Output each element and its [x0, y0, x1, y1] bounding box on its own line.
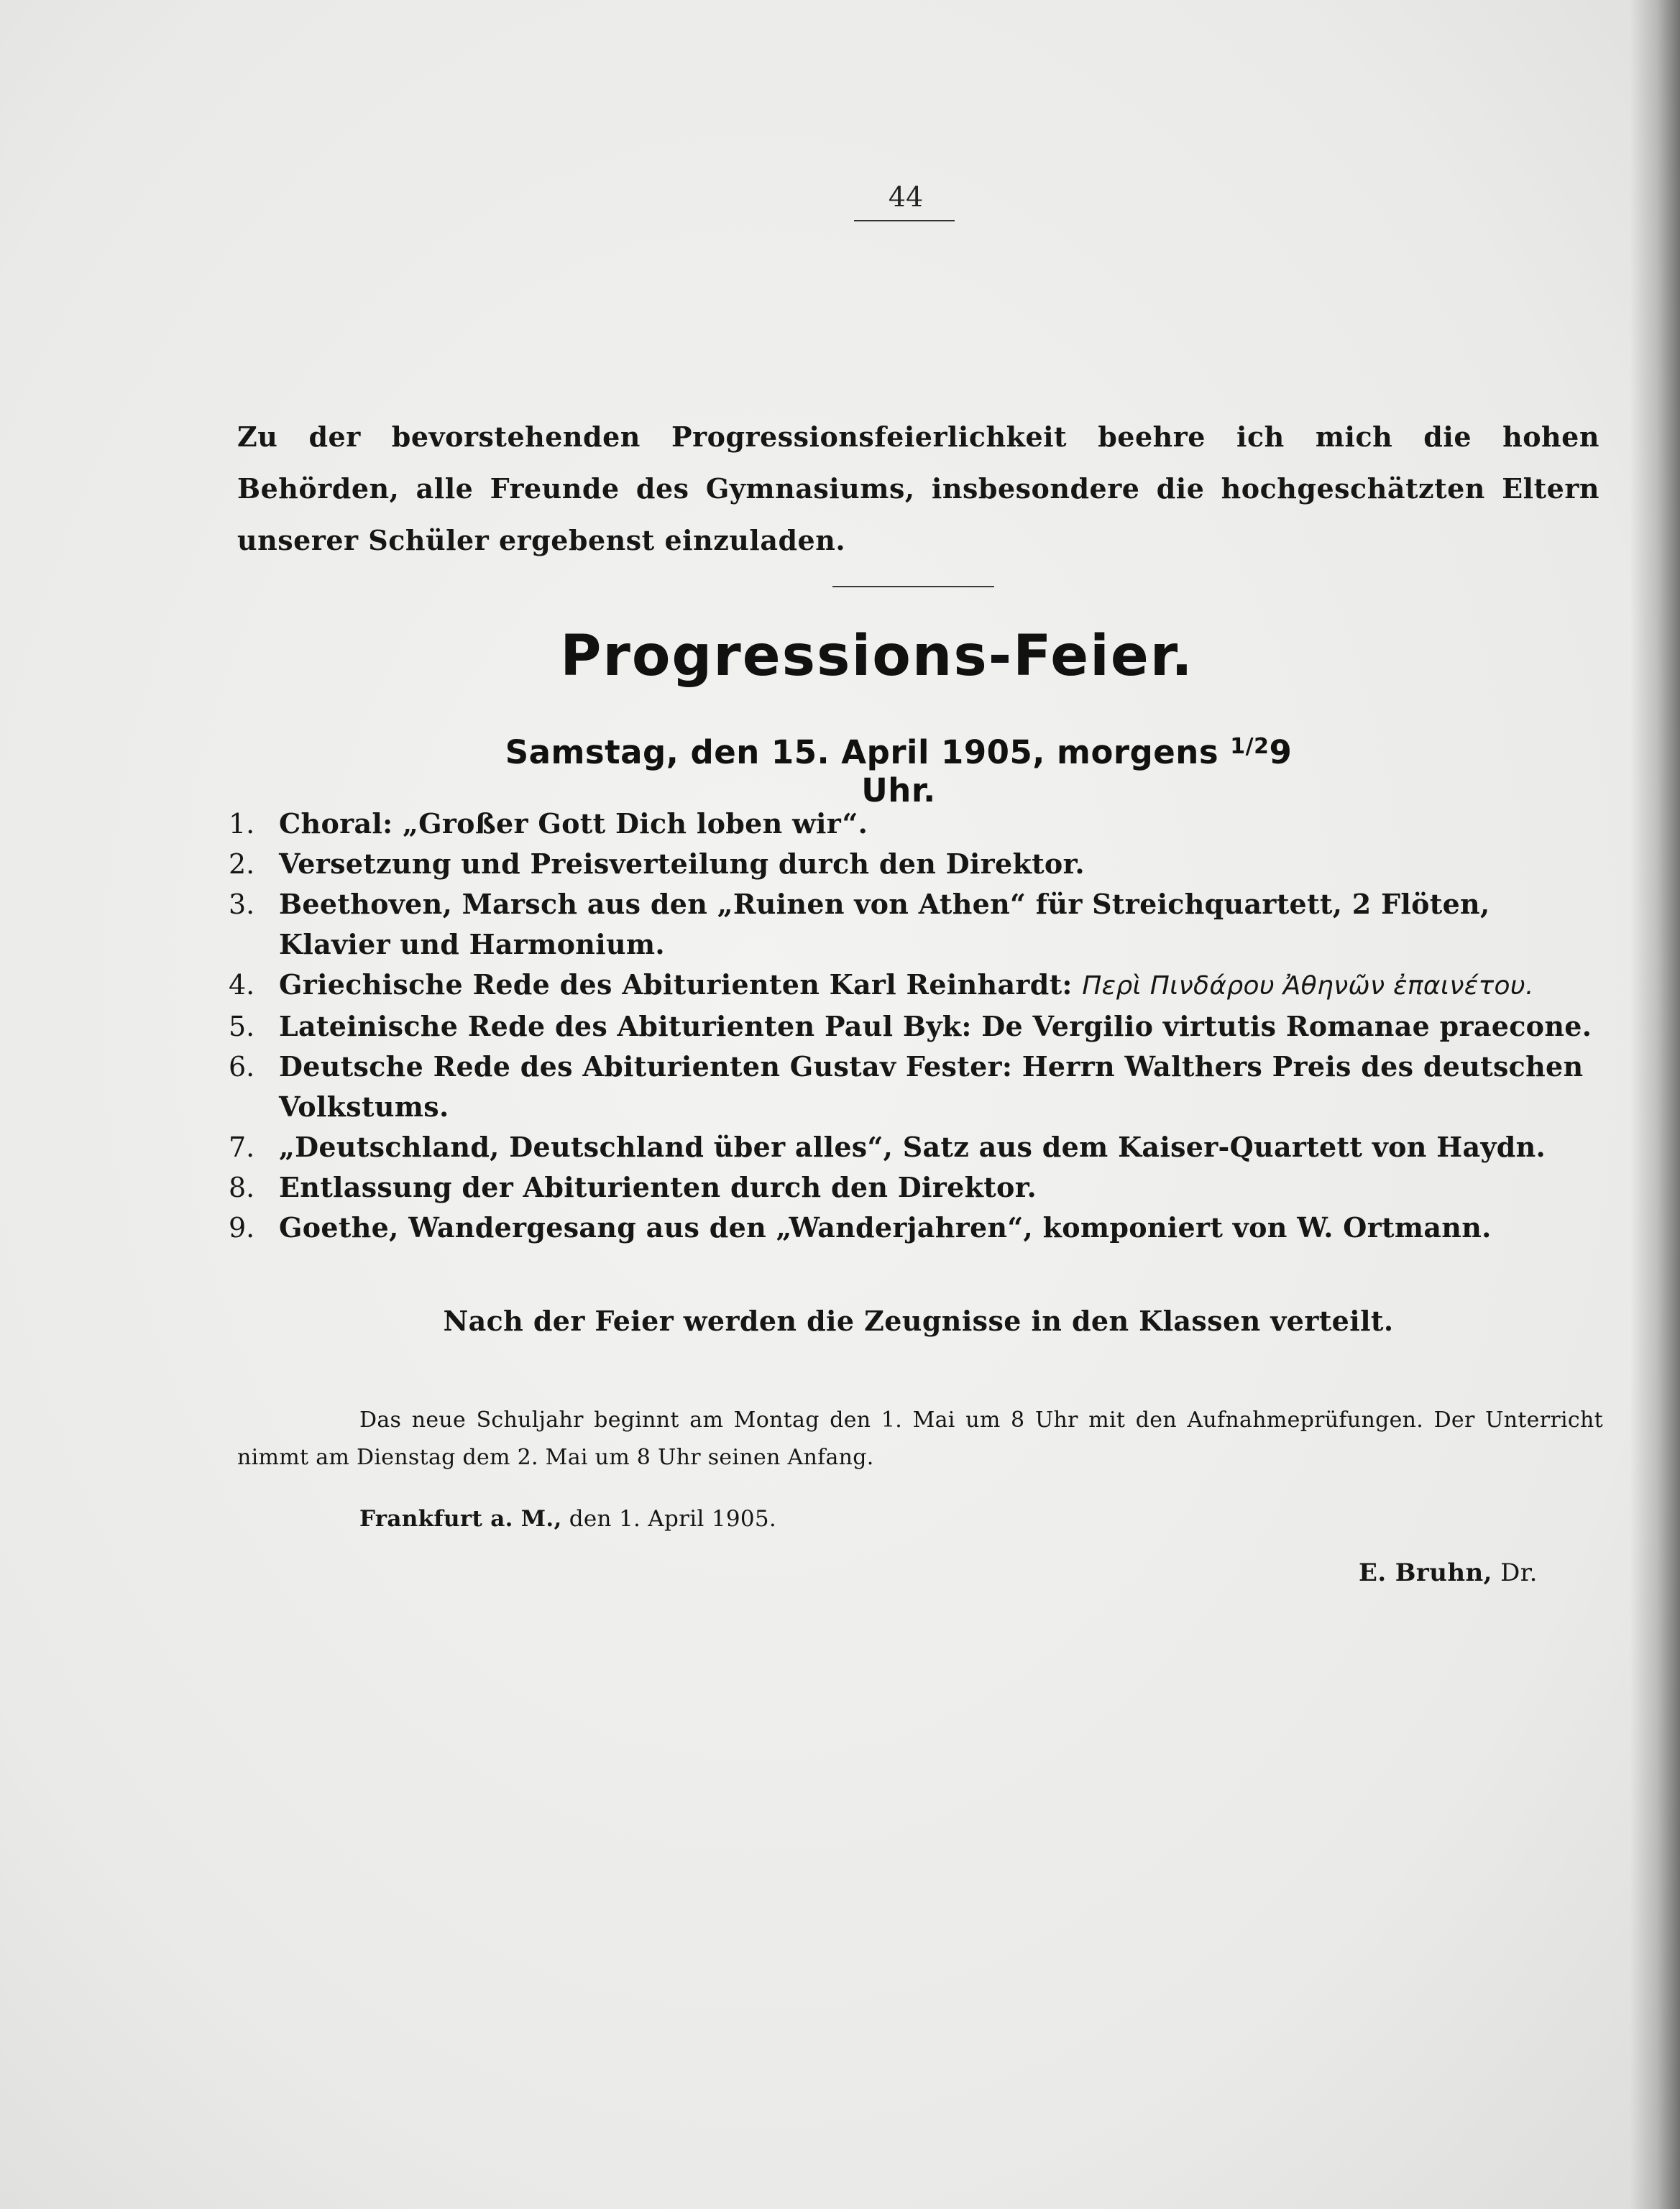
ceremony-date-fraction: 1/2 — [1230, 734, 1270, 759]
signature — [1359, 1558, 1538, 1587]
program-item-number: 7. — [229, 1131, 255, 1163]
dateline-date: den 1. April 1905. — [569, 1506, 777, 1532]
program-item-text: Versetzung und Preisverteilung durch den Direktor. — [279, 848, 1085, 880]
greek-speech-title: Περὶ Πινδάρου Ἀθηνῶν ἐπαινέτου. — [1082, 971, 1534, 1001]
program-item-number: 4. — [229, 969, 255, 1001]
program-item-1 — [229, 804, 1602, 844]
program-item-number: 8. — [229, 1172, 255, 1203]
program-item-text-main: Griechische Rede des Abiturienten Karl Reinhardt: — [279, 968, 1073, 1001]
program-item-number: 2. — [229, 848, 255, 880]
program-list — [229, 804, 1602, 1248]
page-number-rule — [854, 220, 955, 221]
program-item-9 — [229, 1208, 1602, 1248]
signature-name: E. Bruhn, — [1359, 1558, 1492, 1587]
program-item-6 — [229, 1047, 1602, 1127]
ceremony-date — [467, 733, 1330, 809]
program-item-text: „Deutschland, Deutschland über alles“, Satz aus dem Kaiser-Quartett von Haydn. — [279, 1131, 1546, 1163]
program-item-5 — [229, 1006, 1602, 1047]
program-item-8 — [229, 1167, 1602, 1208]
signature-title: Dr. — [1500, 1558, 1538, 1587]
program-item-text: Deutsche Rede des Abiturienten Gustav Fester: Herrn Walthers Preis des deutschen Volkstums. — [279, 1050, 1584, 1123]
program-item-text: Choral: „Großer Gott Dich loben wir“. — [279, 807, 868, 840]
program-item-7 — [229, 1127, 1602, 1167]
page-number: 44 — [888, 181, 924, 213]
dateline — [359, 1506, 776, 1532]
scan-page-edge — [1630, 0, 1680, 2209]
ceremony-title: Progressions-Feier. — [560, 624, 1194, 689]
program-item-text: Goethe, Wandergesang aus den „Wanderjahren“, komponiert von W. Ortmann. — [279, 1211, 1492, 1244]
program-item-4 — [229, 965, 1602, 1006]
school-year-note: Das neue Schuljahr beginnt am Montag den 1. Mai um 8 Uhr mit den Aufnahmeprüfungen. Der Unterricht nimmt am Dienstag dem 2. Mai um 8 Uhr seinen Anfang. — [237, 1407, 1603, 1470]
program-item-number: 9. — [229, 1212, 255, 1244]
invitation-paragraph: Zu der bevorstehenden Progressionsfeierlichkeit beehre ich mich die hohen Behörden, alle Freunde des Gymnasiums, insbesondere die hochgeschätzten Eltern unserer Schüler ergebenst einzuladen. — [237, 421, 1599, 556]
after-ceremony-note: Nach der Feier werden die Zeugnisse in den Klassen verteilt. — [443, 1305, 1394, 1337]
program-item-text: Lateinische Rede des Abiturienten Paul Byk: De Vergilio virtutis Romanae praecone. — [279, 1010, 1592, 1042]
program-item-text: Entlassung der Abiturienten durch den Direktor. — [279, 1171, 1037, 1203]
program-item-2 — [229, 844, 1602, 884]
dateline-place: Frankfurt a. M., — [359, 1506, 562, 1532]
program-item-3 — [229, 884, 1602, 965]
program-item-number: 1. — [229, 808, 255, 840]
program-item-number: 3. — [229, 888, 255, 920]
program-item-number: 6. — [229, 1051, 255, 1083]
program-item-number: 5. — [229, 1011, 255, 1042]
ceremony-date-hour: 9 Uhr. — [861, 733, 1293, 809]
ceremony-date-main: Samstag, den 15. April 1905, morgens — [505, 733, 1219, 771]
program-item-text — [279, 965, 1602, 1006]
section-divider — [832, 586, 994, 587]
program-item-text: Beethoven, Marsch aus den „Ruinen von Athen“ für Streichquartett, 2 Flöten, Klavier und Harmonium. — [279, 888, 1490, 960]
